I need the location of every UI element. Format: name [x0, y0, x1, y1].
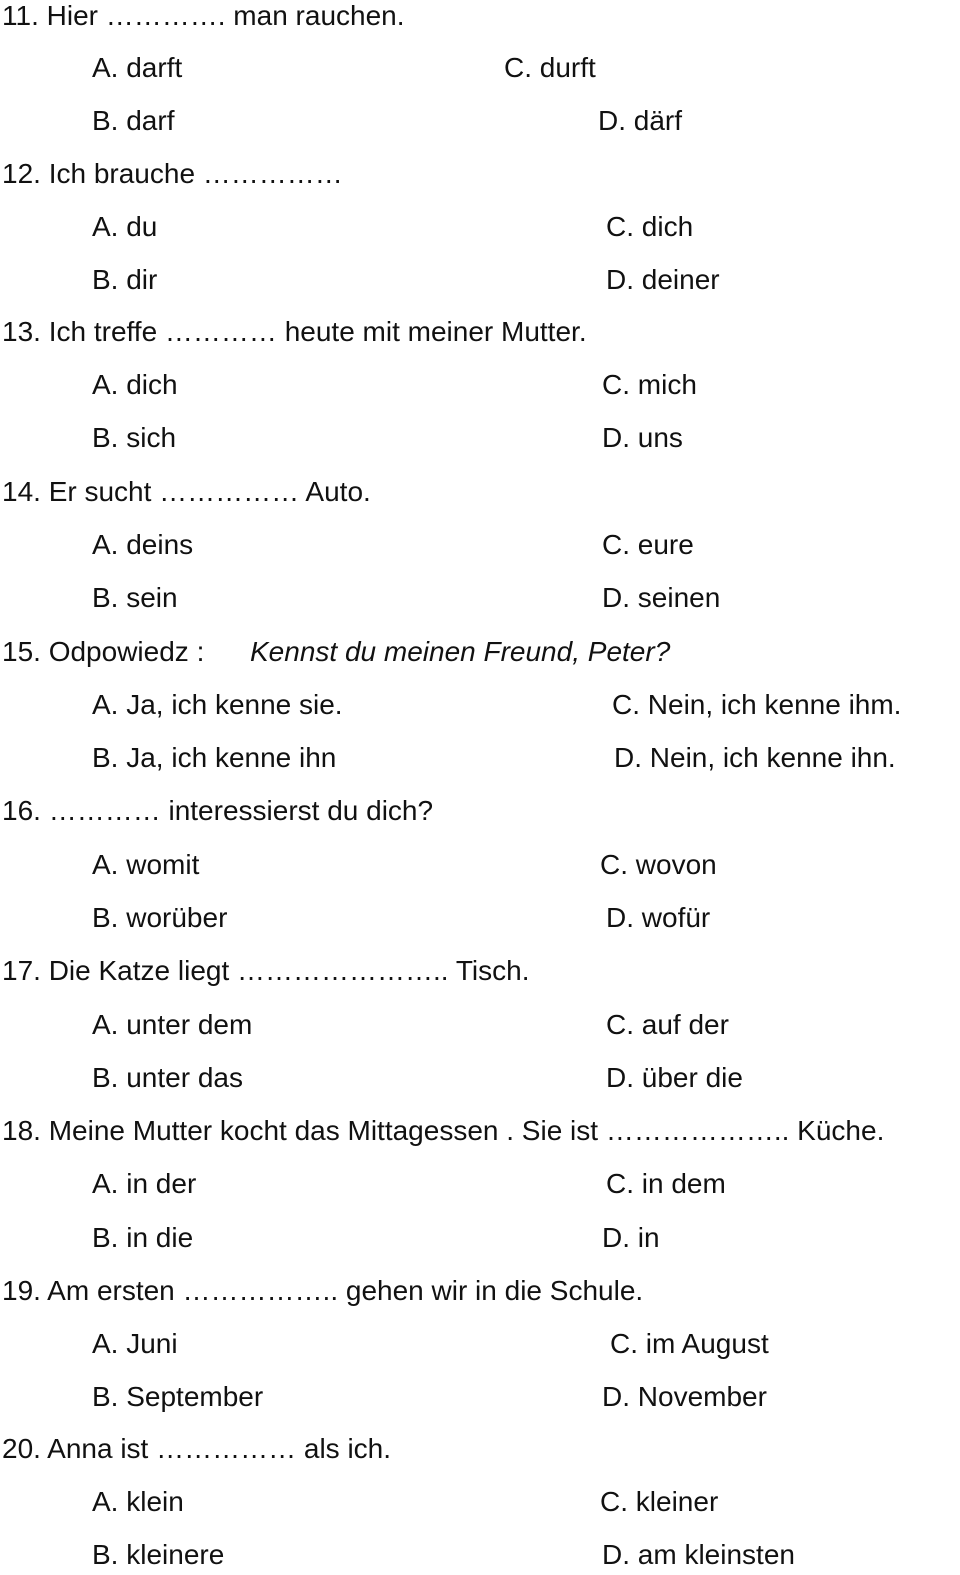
question-16-stem: 16. ………… interessierst du dich?: [2, 795, 434, 826]
question-11-stem: 11. Hier …………. man rauchen.: [2, 0, 405, 31]
question-12-option-d: D. deiner: [606, 264, 720, 295]
question-13-option-d: D. uns: [602, 422, 683, 453]
question-11-option-d: D. därf: [598, 105, 683, 136]
question-15-option-b: B. Ja, ich kenne ihn: [92, 742, 337, 773]
question-12-option-a: A. du: [92, 211, 158, 242]
question-20-option-c: C. kleiner: [600, 1486, 719, 1517]
question-16-option-c: C. wovon: [600, 849, 717, 880]
question-16-option-b: B. worüber: [92, 902, 228, 933]
question-20-stem: 20. Anna ist …………… als ich.: [2, 1433, 392, 1464]
question-11-option-a: A. darft: [92, 52, 183, 83]
question-20-option-d: D. am kleinsten: [602, 1539, 795, 1570]
question-18-option-b: B. in die: [92, 1222, 194, 1253]
question-12-option-c: C. dich: [606, 211, 694, 242]
question-18-option-c: C. in dem: [606, 1168, 726, 1199]
question-17-option-c: C. auf der: [606, 1009, 729, 1040]
question-19-stem: 19. Am ersten …………….. gehen wir in die Schule.: [2, 1275, 644, 1306]
question-17-option-a: A. unter dem: [92, 1009, 253, 1040]
question-14-option-c: C. eure: [602, 529, 694, 560]
question-17-option-d: D. über die: [606, 1062, 743, 1093]
question-13-stem: 13. Ich treffe ………… heute mit meiner Mutter.: [2, 316, 587, 347]
question-17-option-b: B. unter das: [92, 1062, 243, 1093]
question-15-option-a: A. Ja, ich kenne sie.: [92, 689, 343, 720]
question-15-stem: 15. Odpowiedz :: [2, 636, 205, 667]
question-15-option-d: D. Nein, ich kenne ihn.: [614, 742, 896, 773]
question-13-option-b: B. sich: [92, 422, 177, 453]
question-12-option-b: B. dir: [92, 264, 158, 295]
question-15-prompt: Kennst du meinen Freund, Peter?: [250, 636, 671, 667]
question-13-option-a: A. dich: [92, 369, 178, 400]
question-19-option-b: B. September: [92, 1381, 264, 1412]
question-12-stem: 12. Ich brauche ……………: [2, 158, 343, 189]
question-11-option-b: B. darf: [92, 105, 175, 136]
question-13-option-c: C. mich: [602, 369, 697, 400]
question-20-option-a: A. klein: [92, 1486, 184, 1517]
question-20-option-b: B. kleinere: [92, 1539, 225, 1570]
question-16-option-d: D. wofür: [606, 902, 711, 933]
question-17-stem: 17. Die Katze liegt ………………….. Tisch.: [2, 955, 530, 986]
question-18-option-d: D. in: [602, 1222, 660, 1253]
question-16-option-a: A. womit: [92, 849, 200, 880]
question-19-option-c: C. im August: [610, 1328, 769, 1359]
question-18-option-a: A. in der: [92, 1168, 197, 1199]
question-19-option-d: D. November: [602, 1381, 767, 1412]
question-14-stem: 14. Er sucht …………… Auto.: [2, 476, 371, 507]
question-14-option-d: D. seinen: [602, 582, 721, 613]
question-14-option-b: B. sein: [92, 582, 178, 613]
question-14-option-a: A. deins: [92, 529, 194, 560]
question-11-option-c: C. durft: [504, 52, 596, 83]
question-15-option-c: C. Nein, ich kenne ihm.: [612, 689, 902, 720]
question-19-option-a: A. Juni: [92, 1328, 178, 1359]
question-18-stem: 18. Meine Mutter kocht das Mittagessen . Sie ist ……………….. Küche.: [2, 1115, 885, 1146]
